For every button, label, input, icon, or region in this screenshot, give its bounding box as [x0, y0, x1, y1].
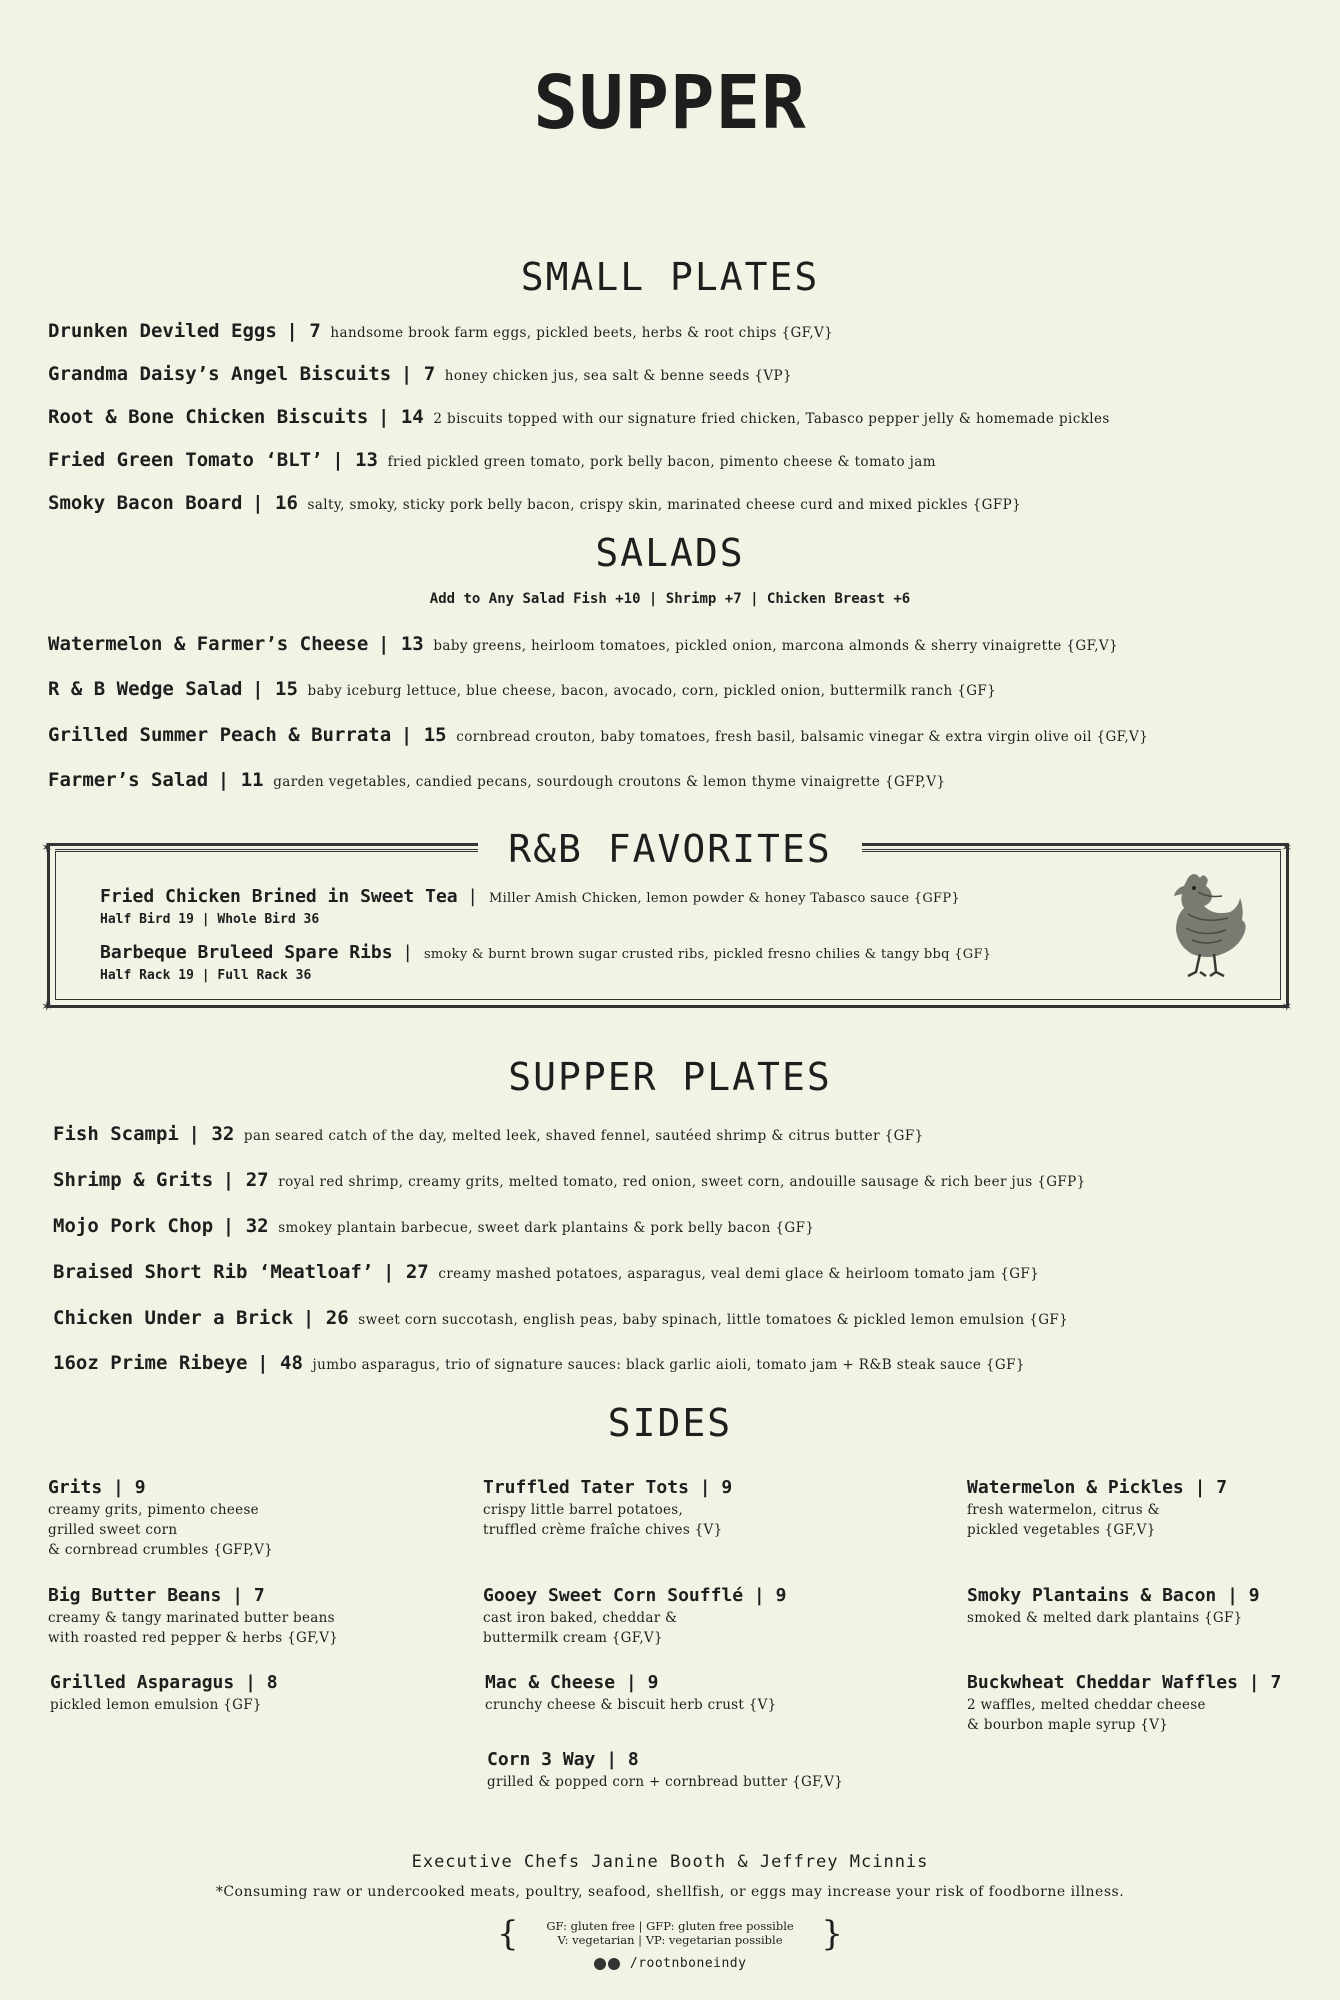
section-title-small-plates: SMALL PLATES — [520, 255, 820, 299]
menu-item: Grilled Summer Peach & Burrata | 15 cornbread crouton, baby tomatoes, fresh basil, balsamic vinegar & extra virgin olive oil {GF,V} — [48, 724, 1149, 746]
item-description: fried pickled green tomato, pork belly bacon, pimento cheese & tomato jam — [387, 454, 936, 470]
item-description: pan seared catch of the day, melted leek, shaved fennel, sautéed shrimp & citrus butter {GF} — [243, 1128, 924, 1144]
item-description-line: pickled lemon emulsion {GF} — [50, 1697, 262, 1713]
menu-item: Farmer’s Salad | 11 garden vegetables, candied pecans, sourdough croutons & lemon thyme vinaigrette {GFP,V} — [48, 769, 946, 791]
item-price: 16 — [275, 492, 298, 514]
item-description-line: smoked & melted dark plantains {GF} — [967, 1610, 1243, 1626]
menu-item: Fried Green Tomato ‘BLT’ | 13 fried pickled green tomato, pork belly bacon, pimento cheese & tomato jam — [48, 449, 936, 471]
item-description-line: cast iron baked, cheddar & — [483, 1610, 678, 1626]
item-description-line: & bourbon maple syrup {V} — [967, 1717, 1169, 1733]
item-price: 15 — [423, 724, 447, 746]
side-item: Big Butter Beans | 7 creamy & tangy marinated butter beans with roasted red pepper & herbs {GF,V} — [48, 1585, 339, 1646]
item-name: Farmer’s Salad — [48, 769, 209, 791]
menu-item: 16oz Prime Ribeye | 48 jumbo asparagus, trio of signature sauces: black garlic aioli, tomato jam + R&B steak sauce {GF} — [53, 1352, 1025, 1374]
favorite-item: Barbeque Bruleed Spare Ribs | smoky & burnt brown sugar crusted ribs, pickled fresno chilies & tangy bbq {GF} Half Rack 19 | Full Rack 36 — [100, 942, 992, 983]
item-description-line: crunchy cheese & biscuit herb crust {V} — [485, 1697, 777, 1713]
chefs-credit: Executive Chefs Janine Booth & Jeffrey Mcinnis — [411, 1852, 929, 1872]
item-description-line: crispy little barrel potatoes, — [483, 1502, 684, 1518]
menu-item: Drunken Deviled Eggs | 7 handsome brook farm eggs, pickled beets, herbs & root chips {GF,V} — [48, 320, 834, 342]
item-description-line: truffled crème fraîche chives {V} — [483, 1522, 723, 1538]
item-price: 15 — [275, 678, 298, 700]
menu-item: Smoky Bacon Board | 16 salty, smoky, sticky pork belly bacon, crispy skin, marinated cheese curd and mixed pickles {GFP} — [48, 492, 1022, 514]
item-description-line: buttermilk cream {GF,V} — [483, 1630, 663, 1646]
menu-item: Shrimp & Grits | 27 royal red shrimp, creamy grits, melted tomato, red onion, sweet corn, andouille sausage & rich beer jus {GFP} — [53, 1169, 1086, 1191]
dietary-legend — [497, 1914, 843, 1954]
item-name: Fish Scampi — [53, 1123, 179, 1145]
item-price: 14 — [400, 406, 424, 428]
facebook-icon — [608, 1958, 620, 1970]
item-price: 7 — [1270, 1672, 1282, 1693]
item-price: 9 — [134, 1477, 146, 1498]
item-price: 7 — [309, 320, 321, 342]
item-description: smokey plantain barbecue, sweet dark plantains & pork belly bacon {GF} — [278, 1220, 815, 1236]
item-name: Big Butter Beans — [48, 1585, 222, 1606]
item-description: creamy mashed potatoes, asparagus, veal demi glace & heirloom tomato jam {GF} — [438, 1266, 1040, 1282]
item-name: Fried Green Tomato ‘BLT’ — [48, 449, 323, 471]
item-name: Corn 3 Way — [487, 1749, 596, 1770]
star-ornament-icon: ✶ — [1282, 837, 1292, 856]
item-price: 9 — [775, 1585, 787, 1606]
item-name: Grits — [48, 1477, 103, 1498]
item-description-line: grilled sweet corn — [48, 1522, 178, 1538]
menu-item: Root & Bone Chicken Biscuits | 14 2 biscuits topped with our signature fried chicken, Tabasco pepper jelly & homemade pickles — [48, 406, 1110, 428]
item-name: Root & Bone Chicken Biscuits — [48, 406, 369, 428]
instagram-icon — [594, 1958, 606, 1970]
star-ornament-icon: ✶ — [1282, 996, 1292, 1015]
star-ornament-icon: ✶ — [42, 996, 52, 1015]
item-price: 26 — [325, 1307, 349, 1329]
legend-line: V: vegetarian | VP: vegetarian possible — [557, 1933, 783, 1947]
item-name: Chicken Under a Brick — [53, 1307, 294, 1329]
item-price: 13 — [400, 633, 424, 655]
item-price: 32 — [211, 1123, 235, 1145]
item-name: 16oz Prime Ribeye — [53, 1352, 248, 1374]
menu-item: R & B Wedge Salad | 15 baby iceburg lettuce, blue cheese, bacon, avocado, corn, pickled onion, buttermilk ranch {GF} — [48, 678, 997, 700]
item-price: 7 — [253, 1585, 265, 1606]
item-description: 2 biscuits topped with our signature fried chicken, Tabasco pepper jelly & homemade pickles — [433, 411, 1110, 427]
item-sizes: Half Bird 19 | Whole Bird 36 — [100, 912, 320, 927]
item-price: 13 — [355, 449, 378, 471]
item-name: Truffled Tater Tots — [483, 1477, 689, 1498]
item-description: cornbread crouton, baby tomatoes, fresh basil, balsamic vinegar & extra virgin olive oil {GF,V} — [456, 729, 1149, 745]
section-title-salads: SALADS — [595, 531, 745, 575]
item-description-line: with roasted red pepper & herbs {GF,V} — [48, 1630, 339, 1646]
item-description-line: 2 waffles, melted cheddar cheese — [967, 1697, 1206, 1713]
item-price: 7 — [423, 363, 436, 385]
item-description: sweet corn succotash, english peas, baby spinach, little tomatoes & pickled lemon emulsion {GF} — [358, 1312, 1069, 1328]
item-price: 32 — [245, 1215, 269, 1237]
menu-item: Mojo Pork Chop | 32 smokey plantain barbecue, sweet dark plantains & pork belly bacon {GF} — [53, 1215, 815, 1237]
side-item: Grilled Asparagus | 8 pickled lemon emulsion {GF} — [50, 1672, 278, 1713]
item-description: royal red shrimp, creamy grits, melted tomato, red onion, sweet corn, andouille sausage & rich beer jus {GFP} — [278, 1174, 1086, 1190]
item-description-line: pickled vegetables {GF,V} — [967, 1522, 1156, 1538]
item-name: Smoky Bacon Board — [48, 492, 243, 514]
chicken-illustration-icon — [1158, 870, 1246, 980]
item-name: Braised Short Rib ‘Meatloaf’ — [53, 1261, 374, 1283]
menu-item: Braised Short Rib ‘Meatloaf’ | 27 creamy mashed potatoes, asparagus, veal demi glace & heirloom tomato jam {GF} — [53, 1261, 1040, 1283]
item-name: Grandma Daisy’s Angel Biscuits — [48, 363, 392, 385]
legend-line: GF: gluten free | GFP: gluten free possible — [546, 1919, 794, 1933]
section-title-supper-plates: SUPPER PLATES — [508, 1055, 832, 1099]
item-name: Mojo Pork Chop — [53, 1215, 214, 1237]
item-name: Grilled Summer Peach & Burrata — [48, 724, 392, 746]
favorite-item: Fried Chicken Brined in Sweet Tea | Miller Amish Chicken, lemon powder & honey Tabasco sauce {GFP} Half Bird 19 | Whole Bird 36 — [100, 886, 960, 927]
item-description: smoky & burnt brown sugar crusted ribs, pickled fresno chilies & tangy bbq {GF} — [423, 947, 992, 962]
item-description: Miller Amish Chicken, lemon powder & honey Tabasco sauce {GFP} — [488, 891, 960, 906]
star-ornament-icon: ✶ — [42, 837, 52, 856]
side-item: Buckwheat Cheddar Waffles | 7 2 waffles, melted cheddar cheese & bourbon maple syrup {V} — [967, 1672, 1282, 1733]
item-description: baby iceburg lettuce, blue cheese, bacon, avocado, corn, pickled onion, buttermilk ranch {GF} — [307, 683, 997, 699]
side-item: Mac & Cheese | 9 crunchy cheese & biscuit herb crust {V} — [485, 1672, 777, 1713]
item-name: Watermelon & Farmer’s Cheese — [48, 633, 369, 655]
side-item: Watermelon & Pickles | 7 fresh watermelon, citrus & pickled vegetables {GF,V} — [967, 1477, 1228, 1538]
item-name: Buckwheat Cheddar Waffles — [967, 1672, 1238, 1693]
item-description: salty, smoky, sticky pork belly bacon, crispy skin, marinated cheese curd and mixed pickles {GFP} — [307, 497, 1022, 513]
food-safety-warning: *Consuming raw or undercooked meats, poultry, seafood, shellfish, or eggs may increase your risk of foodborne illness. — [215, 1884, 1125, 1900]
item-name: Mac & Cheese — [485, 1672, 616, 1693]
item-description-line: grilled & popped corn + cornbread butter {GF,V} — [487, 1774, 844, 1790]
item-price: 27 — [405, 1261, 429, 1283]
side-item: Truffled Tater Tots | 9 crispy little barrel potatoes, truffled crème fraîche chives {V} — [483, 1477, 733, 1538]
item-description-line: fresh watermelon, citrus & — [967, 1502, 1160, 1518]
social-handle[interactable] — [0, 1956, 1340, 1971]
item-price: 9 — [647, 1672, 659, 1693]
menu-item: Chicken Under a Brick | 26 sweet corn succotash, english peas, baby spinach, little tomatoes & pickled lemon emulsion {GF} — [53, 1307, 1069, 1329]
item-description-line: & cornbread crumbles {GFP,V} — [48, 1542, 274, 1558]
right-brace-icon: } — [821, 1914, 843, 1954]
menu-item: Watermelon & Farmer’s Cheese | 13 baby greens, heirloom tomatoes, pickled onion, marcona almonds & sherry vinaigrette {GF,V} — [48, 633, 1119, 655]
item-name: Fried Chicken Brined in Sweet Tea — [100, 886, 458, 907]
item-price: 8 — [266, 1672, 278, 1693]
item-name: Grilled Asparagus — [50, 1672, 235, 1693]
item-name: Shrimp & Grits — [53, 1169, 214, 1191]
item-description: honey chicken jus, sea salt & benne seeds {VP} — [444, 368, 792, 384]
item-name: Watermelon & Pickles — [967, 1477, 1184, 1498]
item-price: 8 — [627, 1749, 639, 1770]
menu-title: SUPPER — [533, 60, 807, 146]
item-description-line: creamy & tangy marinated butter beans — [48, 1610, 335, 1626]
item-description: garden vegetables, candied pecans, sourdough croutons & lemon thyme vinaigrette {GFP,V} — [273, 774, 946, 790]
item-description: baby greens, heirloom tomatoes, pickled onion, marcona almonds & sherry vinaigrette {GF,V} — [433, 638, 1119, 654]
item-price: 9 — [1248, 1585, 1260, 1606]
item-name: Gooey Sweet Corn Soufflé — [483, 1585, 744, 1606]
item-description: handsome brook farm eggs, pickled beets, herbs & root chips {GF,V} — [330, 325, 834, 341]
side-item: Gooey Sweet Corn Soufflé | 9 cast iron baked, cheddar & buttermilk cream {GF,V} — [483, 1585, 787, 1646]
section-title-favorites: R&B FAVORITES — [508, 827, 832, 871]
item-name: Barbeque Bruleed Spare Ribs — [100, 942, 393, 963]
menu-item: Fish Scampi | 32 pan seared catch of the day, melted leek, shaved fennel, sautéed shrimp & citrus butter {GF} — [53, 1123, 924, 1145]
social-handle-text: /rootnboneindy — [629, 1956, 747, 1971]
item-name: Smoky Plantains & Bacon — [967, 1585, 1217, 1606]
item-price: 7 — [1216, 1477, 1228, 1498]
side-item: Smoky Plantains & Bacon | 9 smoked & melted dark plantains {GF} — [967, 1585, 1260, 1626]
section-title-sides: SIDES — [607, 1401, 733, 1445]
item-name: R & B Wedge Salad — [48, 678, 243, 700]
left-brace-icon: { — [497, 1914, 519, 1954]
side-item: Corn 3 Way | 8 grilled & popped corn + cornbread butter {GF,V} — [487, 1749, 844, 1790]
salad-addon-note: Add to Any Salad Fish +10 | Shrimp +7 | Chicken Breast +6 — [429, 591, 911, 607]
item-sizes: Half Rack 19 | Full Rack 36 — [100, 968, 312, 983]
item-price: 27 — [245, 1169, 269, 1191]
item-description: jumbo asparagus, trio of signature sauces: black garlic aioli, tomato jam + R&B steak sauce {GF} — [312, 1357, 1025, 1373]
menu-item: Grandma Daisy’s Angel Biscuits | 7 honey chicken jus, sea salt & benne seeds {VP} — [48, 363, 792, 385]
side-item: Grits | 9 creamy grits, pimento cheese grilled sweet corn & cornbread crumbles {GFP,V} — [48, 1477, 274, 1558]
item-price: 11 — [240, 769, 264, 791]
item-price: 9 — [721, 1477, 733, 1498]
item-description-line: creamy grits, pimento cheese — [48, 1502, 259, 1518]
item-name: Drunken Deviled Eggs — [48, 320, 277, 342]
item-price: 48 — [280, 1352, 303, 1374]
